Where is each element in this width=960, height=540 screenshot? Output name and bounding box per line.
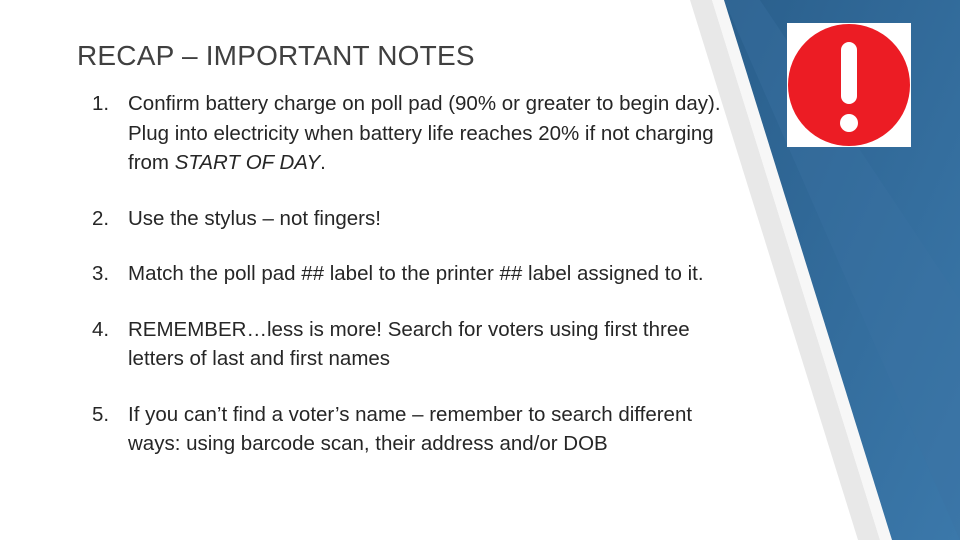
exclamation-circle-icon	[787, 23, 911, 147]
note-item	[92, 400, 732, 459]
note-text: Match the poll pad ## label to the printer ## label assigned to it.	[128, 262, 704, 285]
note-text: REMEMBER…less is more! Search for voters using first three letters of last and first names	[128, 317, 690, 370]
note-number: 2.	[92, 206, 110, 230]
slide-title: RECAP – IMPORTANT NOTES	[77, 40, 475, 71]
note-number: 1.	[92, 92, 110, 115]
note-text	[128, 89, 732, 178]
note-item	[92, 259, 732, 289]
note-item	[92, 315, 732, 374]
note-item	[92, 204, 732, 234]
note-number: 4.	[92, 317, 110, 341]
note-item	[92, 89, 732, 178]
note-text-part: Confirm battery charge on poll pad (90% or greater to begin day). Plug into electricity when battery life reaches 20% if not charging from	[128, 92, 721, 174]
note-text: Use the stylus – not fingers!	[128, 206, 381, 230]
note-number: 3.	[92, 262, 110, 285]
alert-image	[787, 23, 911, 147]
note-text: If you can’t find a voter’s name – remember to search different ways: using barcode scan, their address and/or DOB	[128, 402, 693, 455]
note-number: 5.	[92, 402, 110, 426]
note-text-part: .	[320, 151, 326, 174]
notes-list	[92, 89, 732, 459]
note-emphasis: START OF DAY	[174, 151, 321, 174]
